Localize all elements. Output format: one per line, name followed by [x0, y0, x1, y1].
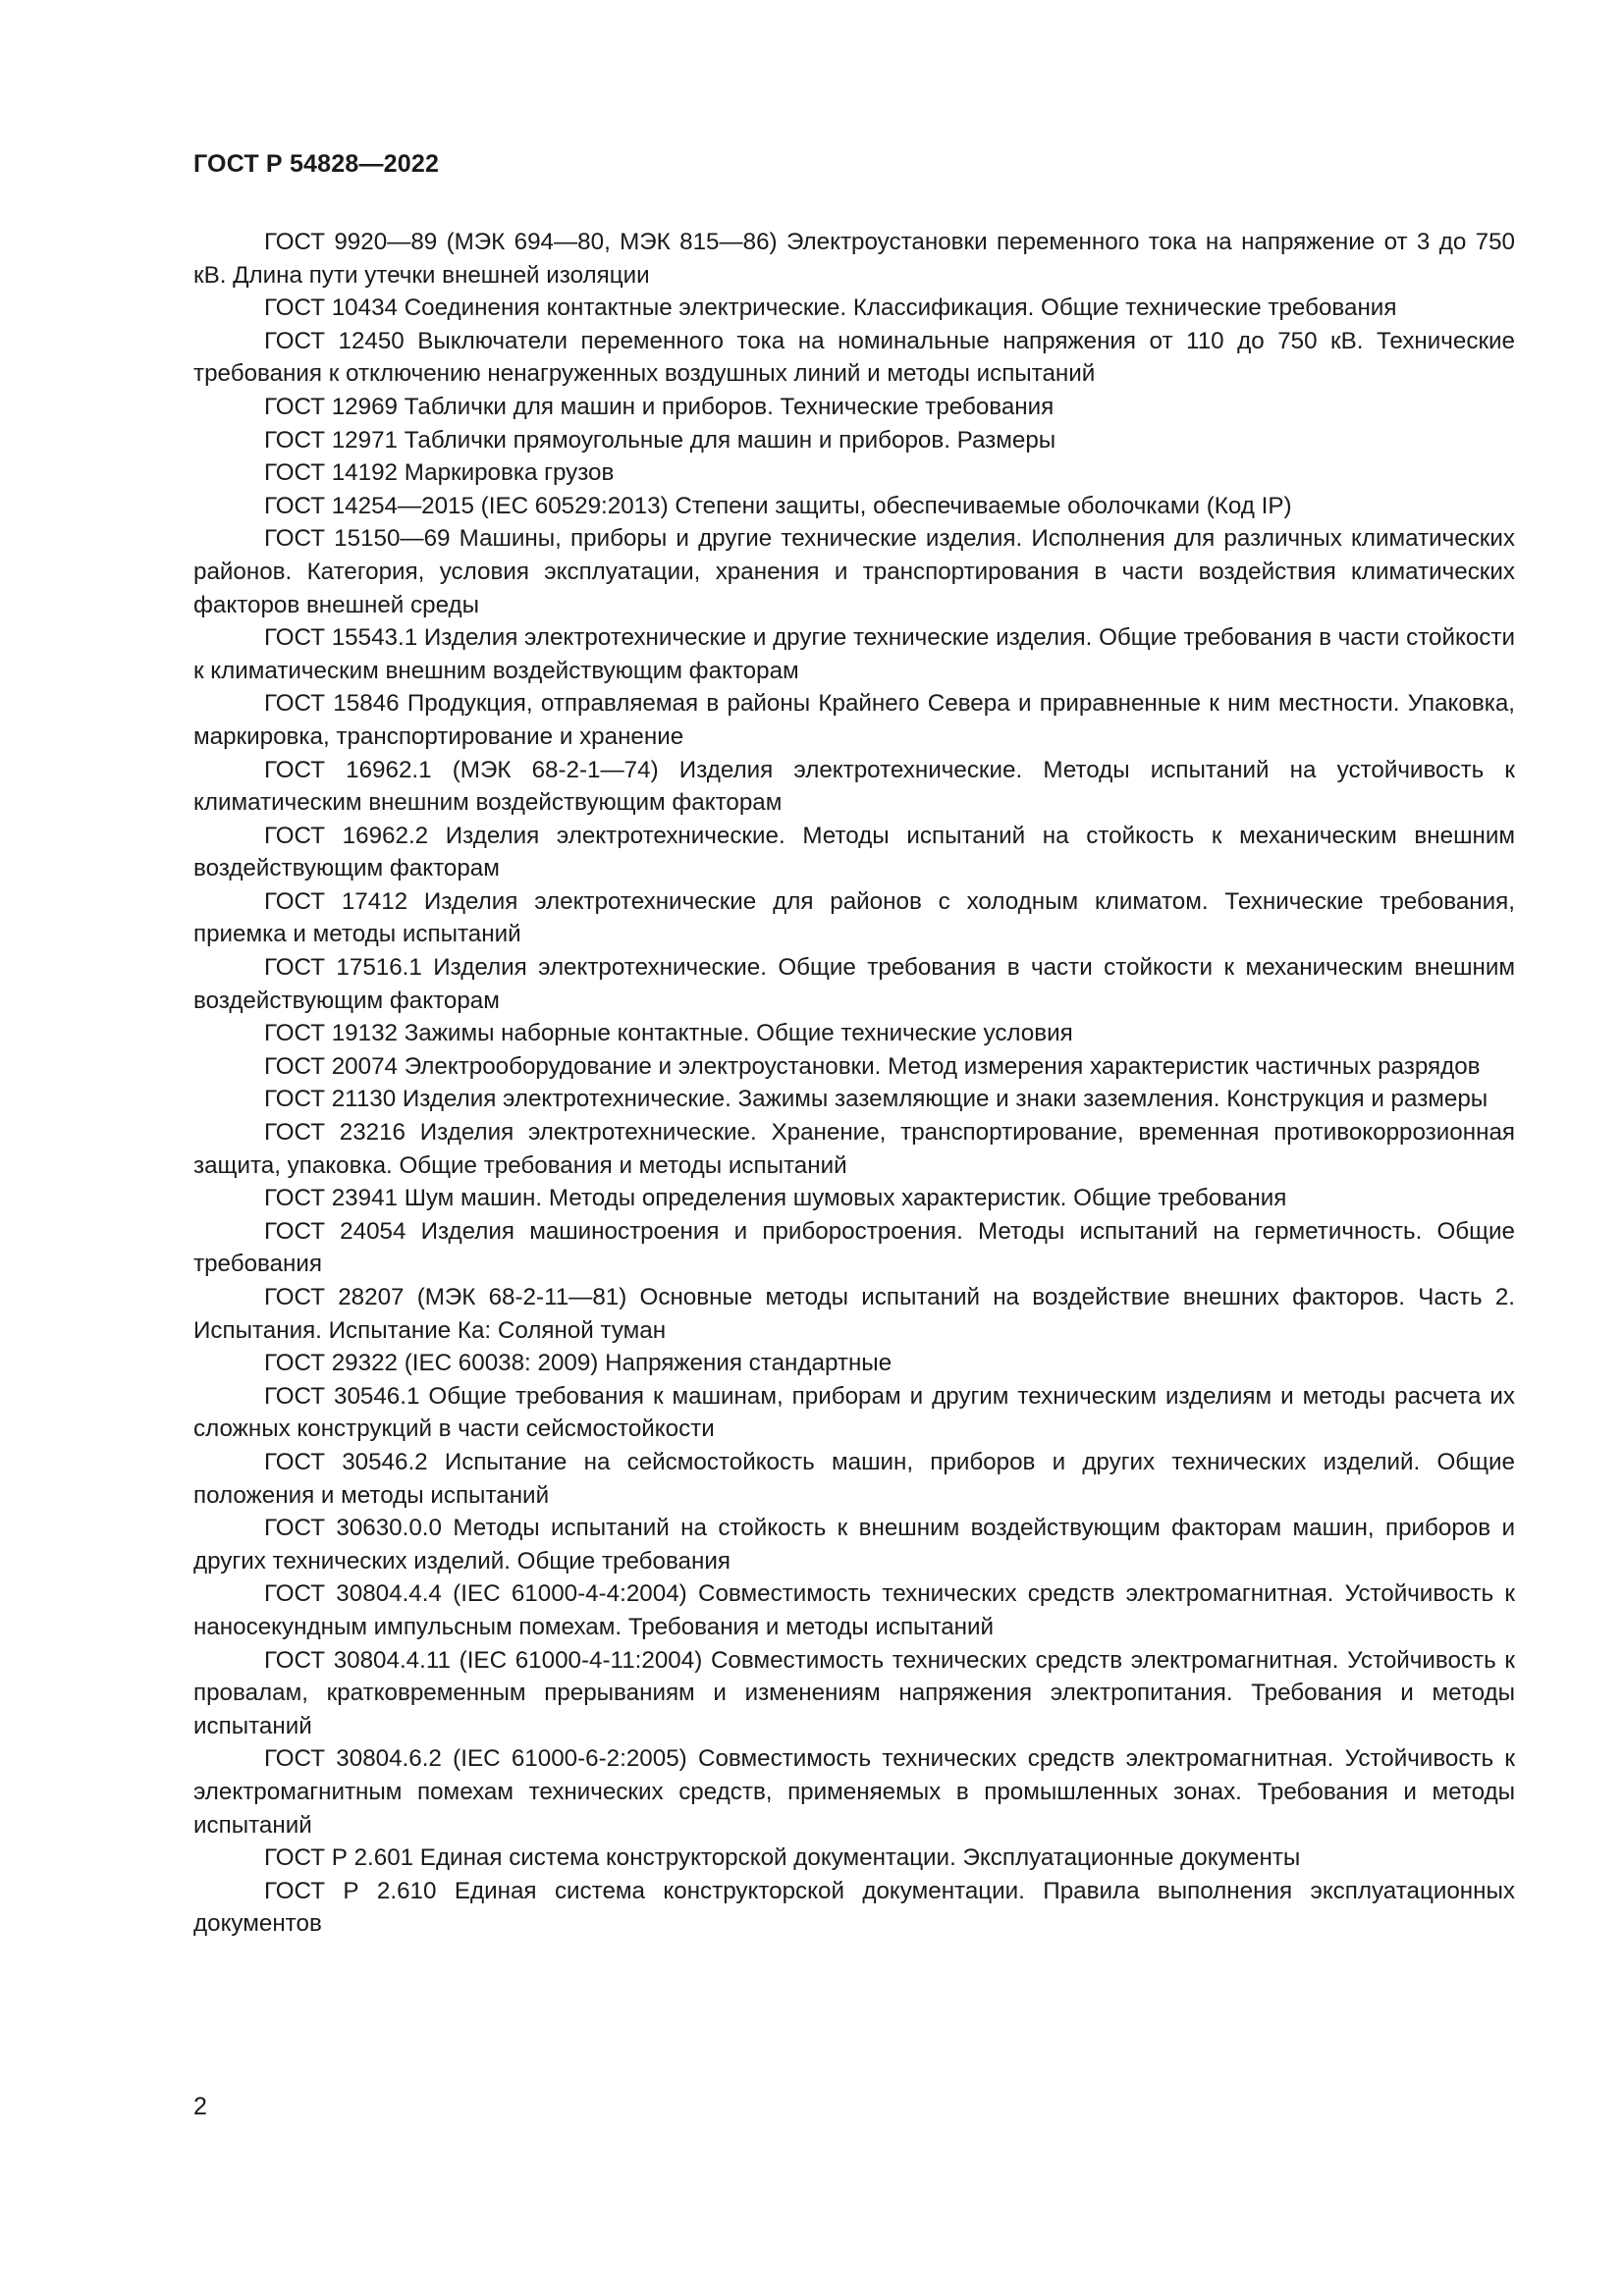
- normative-references-list: [193, 226, 1515, 1941]
- reference-item: ГОСТ 12969 Таблички для машин и приборов. Технические требования: [264, 393, 1055, 420]
- reference-item: ГОСТ 10434 Соединения контактные электрические. Классификация. Общие технические требования: [264, 294, 1397, 322]
- reference-item: ГОСТ 19132 Зажимы наборные контактные. Общие технические условия: [264, 1020, 1073, 1047]
- reference-item: ГОСТ 30804.6.2 (IEC 61000-6-2:2005) Совместимость технических средств электромагнитная. Устойчивость к электромагнитным помехам технических средств, применяемых в промышленных зонах. Требования и методы испытаний: [193, 1745, 1515, 1839]
- reference-item: ГОСТ 14192 Маркировка грузов: [264, 459, 615, 487]
- reference-item: ГОСТ 17412 Изделия электротехнические для районов с холодным климатом. Технические требования, приемка и методы испытаний: [193, 887, 1515, 948]
- reference-item: ГОСТ 30546.2 Испытание на сейсмостойкость машин, приборов и других технических изделий. Общие положения и методы испытаний: [193, 1448, 1515, 1509]
- reference-item: ГОСТ 12450 Выключатели переменного тока на номинальные напряжения от 110 до 750 кВ. Технические требования к отключению ненагруженных воздушных линий и методы испытаний: [193, 327, 1515, 388]
- reference-item: ГОСТ 20074 Электрооборудование и электроустановки. Метод измерения характеристик частичных разрядов: [264, 1052, 1481, 1080]
- reference-item: ГОСТ 15150—69 Машины, приборы и другие технические изделия. Исполнения для различных климатических районов. Категория, условия эксплуатации, хранения и транспортирования в части воздействия климатических факторов внешней среды: [193, 525, 1515, 618]
- reference-item: ГОСТ 15543.1 Изделия электротехнические и другие технические изделия. Общие требования в части стойкости к климатическим внешним воздействующим факторам: [193, 624, 1515, 684]
- reference-item: ГОСТ 23941 Шум машин. Методы определения шумовых характеристик. Общие требования: [264, 1185, 1287, 1212]
- reference-item: ГОСТ 15846 Продукция, отправляемая в районы Крайнего Севера и приравненные к ним местности. Упаковка, маркировка, транспортирование и хранение: [193, 690, 1515, 750]
- reference-item: ГОСТ 28207 (МЭК 68-2-11—81) Основные методы испытаний на воздействие внешних факторов. Часть 2. Испытания. Испытание Ка: Соляной туман: [193, 1284, 1515, 1344]
- reference-item: ГОСТ 17516.1 Изделия электротехнические. Общие требования в части стойкости к механическим внешним воздействующим факторам: [193, 954, 1515, 1014]
- page-number: 2: [193, 2093, 207, 2120]
- reference-item: ГОСТ 16962.1 (МЭК 68-2-1—74) Изделия электротехнические. Методы испытаний на устойчивость к климатическим внешним воздействующим факторам: [193, 756, 1515, 817]
- reference-item: ГОСТ 16962.2 Изделия электротехнические. Методы испытаний на стойкость к механическим внешним воздействующим факторам: [193, 822, 1515, 882]
- reference-item: ГОСТ 23216 Изделия электротехнические. Хранение, транспортирование, временная противокоррозионная защита, упаковка. Общие требования и методы испытаний: [193, 1119, 1515, 1179]
- reference-item: ГОСТ 21130 Изделия электротехнические. Зажимы заземляющие и знаки заземления. Конструкция и размеры: [264, 1086, 1489, 1113]
- reference-item: ГОСТ 14254—2015 (IEC 60529:2013) Степени защиты, обеспечиваемые оболочками (Код IP): [264, 492, 1292, 519]
- reference-item: ГОСТ 12971 Таблички прямоугольные для машин и приборов. Размеры: [264, 426, 1056, 454]
- reference-item: ГОСТ 9920—89 (МЭК 694—80, МЭК 815—86) Электроустановки переменного тока на напряжение от 3 до 750 кВ. Длина пути утечки внешней изоляции: [193, 229, 1515, 289]
- reference-item: ГОСТ 30630.0.0 Методы испытаний на стойкость к внешним воздействующим факторам машин, приборов и других технических изделий. Общие требования: [193, 1515, 1515, 1575]
- document-header-code: ГОСТ Р 54828—2022: [193, 150, 440, 178]
- reference-item: ГОСТ Р 2.601 Единая система конструкторской документации. Эксплуатационные документы: [264, 1844, 1301, 1872]
- reference-item: ГОСТ Р 2.610 Единая система конструкторской документации. Правила выполнения эксплуатационных документов: [193, 1877, 1515, 1938]
- reference-item: ГОСТ 24054 Изделия машиностроения и приборостроения. Методы испытаний на герметичность. Общие требования: [193, 1217, 1515, 1278]
- reference-item: ГОСТ 30804.4.11 (IEC 61000-4-11:2004) Совместимость технических средств электромагнитная. Устойчивость к провалам, кратковременным прерываниям и изменениям напряжения электропитания. Требования и методы испытаний: [193, 1646, 1515, 1739]
- reference-item: ГОСТ 30804.4.4 (IEC 61000-4-4:2004) Совместимость технических средств электромагнитная. Устойчивость к наносекундным импульсным помехам. Требования и методы испытаний: [193, 1580, 1515, 1640]
- reference-item: ГОСТ 30546.1 Общие требования к машинам, приборам и другим техническим изделиям и методы расчета их сложных конструкций в части сейсмостойкости: [193, 1382, 1515, 1443]
- reference-item: ГОСТ 29322 (IEC 60038: 2009) Напряжения стандартные: [264, 1350, 893, 1377]
